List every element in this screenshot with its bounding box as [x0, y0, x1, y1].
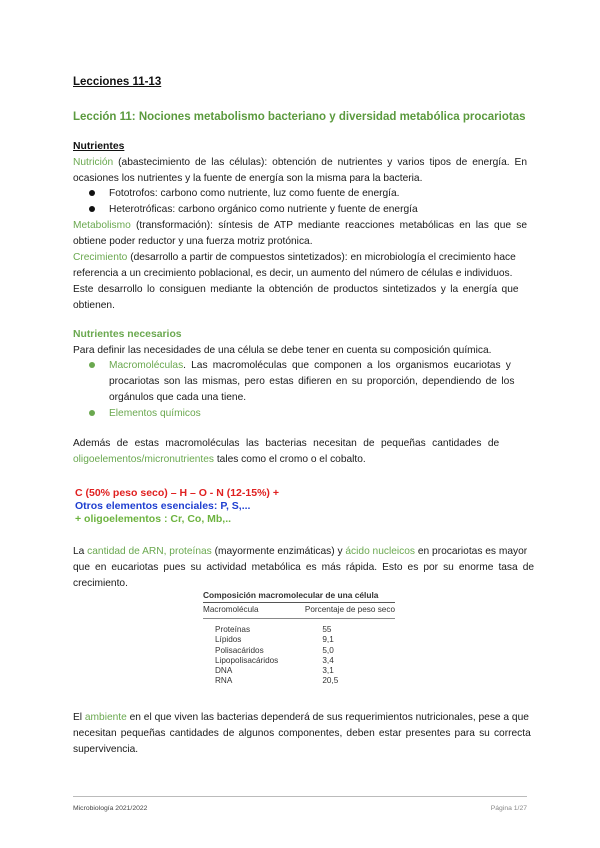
term-oligoelementos: oligoelementos/micronutrientes	[73, 454, 214, 465]
arn-mid: (mayormente enzimáticas) y	[211, 546, 346, 557]
bullet-fototrofos: Fototrofos: carbono como nutriente, luz como fuente de energía.	[109, 188, 400, 199]
formula-line3: + oligoelementos : Cr, Co, Mb,..	[75, 513, 232, 525]
document-title: Lecciones 11-13	[73, 76, 162, 88]
table-cell-name: Lípidos	[215, 635, 242, 645]
bullet-dot	[89, 362, 95, 368]
macro-line3: orgánulos que cada una tiene.	[109, 392, 247, 403]
metabolismo-text: (transformación): síntesis de ATP mediante reacciones metabólicas en las que se	[130, 220, 527, 231]
nutricion-paragraph-line1	[73, 155, 527, 171]
table-row	[203, 646, 395, 656]
section-heading-nutrientes-necesarios: Nutrientes necesarios	[73, 329, 182, 340]
table-row	[203, 676, 395, 686]
arn-post: en procariotas es mayor	[415, 546, 528, 557]
footer-divider	[73, 796, 527, 797]
crecimiento-line2: referencia a un crecimiento poblacional, es decir, un aumento del número de células e individuos.	[73, 268, 513, 279]
crecimiento-text: (desarrollo a partir de compuestos sintetizados): en microbiología el crecimiento hace	[127, 252, 516, 263]
table-row	[203, 656, 395, 666]
bullet-dot	[89, 206, 95, 212]
term-arn-proteinas: cantidad de ARN, proteínas	[87, 546, 212, 557]
ademas-text: tales como el cromo o el cobalto.	[214, 454, 366, 465]
term-acido-nucleicos: ácido nucleicos	[345, 546, 416, 557]
ambiente-line3: supervivencia.	[73, 744, 139, 755]
elementos-quimicos: Elementos químicos	[109, 408, 201, 419]
term-macromoleculas: Macromoléculas	[109, 360, 184, 371]
crecimiento-line3: Este desarrollo lo consiguen mediante la obtención de productos sintetizados y la energía que	[73, 284, 519, 295]
table-cell-value: 5,0	[322, 645, 334, 655]
bullet-dot	[89, 410, 95, 416]
ademas-line2	[73, 452, 366, 468]
table-header-porcentaje: Porcentaje de peso seco	[304, 605, 395, 614]
table-cell-value: 3,1	[322, 666, 334, 676]
crecimiento-line1	[73, 250, 527, 266]
term-nutricion: Nutrición	[73, 157, 114, 168]
macro-text: . Las macromoléculas que componen a los organismos eucariotas y	[183, 360, 511, 371]
table-cell-name: Lipopolisacáridos	[215, 655, 279, 665]
bullet-heterotroficas: Heterotróficas: carbono orgánico como nutriente y fuente de energía	[109, 204, 418, 215]
necesarios-intro: Para definir las necesidades de una célula se debe tener en cuenta su composición química.	[73, 345, 492, 356]
table-cell-value: 55	[322, 625, 332, 635]
table-cell-name: DNA	[215, 666, 233, 676]
table-row	[203, 666, 395, 676]
macro-line1	[109, 358, 527, 374]
metabolismo-line2: obtiene poder reductor y una fuerza motriz protónica.	[73, 236, 313, 247]
arn-line1	[73, 544, 527, 560]
metabolismo-line1	[73, 218, 527, 234]
table-cell-value: 9,1	[322, 635, 334, 645]
composition-table-figure	[203, 589, 395, 686]
arn-line2: que en eucariotas pues su actividad metabólica es más rápida. Esto es por su enorme tasa de	[73, 562, 535, 573]
ambiente-line1	[73, 710, 529, 726]
formula-line2: Otros elementos esenciales: P, S,...	[75, 500, 251, 512]
lesson-title: Lección 11: Nociones metabolismo bacteriano y diversidad metabólica procariotas	[73, 111, 526, 123]
table-row	[203, 625, 395, 635]
nutricion-text: (abastecimiento de las células): obtención de nutrientes y varios tipos de energía. En	[113, 157, 527, 168]
footer-page-number: Página 1/27	[490, 805, 527, 812]
table-cell-value: 3,4	[322, 655, 334, 665]
section-heading-nutrientes: Nutrientes	[73, 141, 125, 152]
ambiente-line2: necesitan pequeñas cantidades de algunos componentes, deben estar presentes para su correcta	[73, 728, 531, 739]
composition-table	[203, 605, 395, 686]
term-metabolismo: Metabolismo	[73, 220, 131, 231]
ambiente-pre: El	[73, 712, 85, 723]
term-crecimiento: Crecimiento	[73, 252, 128, 263]
footer-course: Microbiología 2021/2022	[73, 805, 148, 812]
bullet-dot	[89, 190, 95, 196]
ademas-line1: Además de estas macromoléculas las bacterias necesitan de pequeñas cantidades de	[73, 438, 500, 449]
table-title: Composición macromolecular de una célula	[203, 589, 395, 603]
table-cell-value: 20,5	[322, 676, 339, 686]
table-header-row	[203, 605, 395, 619]
table-row	[203, 635, 395, 645]
table-cell-name: Proteínas	[215, 625, 251, 635]
arn-line3: crecimiento.	[73, 578, 128, 589]
table-cell-name: RNA	[215, 676, 233, 686]
nutricion-paragraph-line2: ocasiones los nutrientes y la fuente de energía son la misma para la bacteria.	[73, 173, 423, 184]
macro-line2: procariotas son las mismas, pero estas difieren en su proporción, dependiendo de los	[109, 376, 515, 387]
term-ambiente: ambiente	[84, 712, 127, 723]
formula-line1: C (50% peso seco) – H – O - N (12-15%) +	[75, 487, 279, 499]
crecimiento-line4: obtienen.	[73, 300, 115, 311]
arn-pre: La	[73, 546, 88, 557]
table-header-macromolecula: Macromolécula	[203, 605, 259, 614]
table-cell-name: Polisacáridos	[215, 645, 264, 655]
formula-block	[75, 487, 279, 526]
ambiente-text: en el que viven las bacterias dependerá de sus requerimientos nutricionales, pese a que	[126, 712, 529, 723]
